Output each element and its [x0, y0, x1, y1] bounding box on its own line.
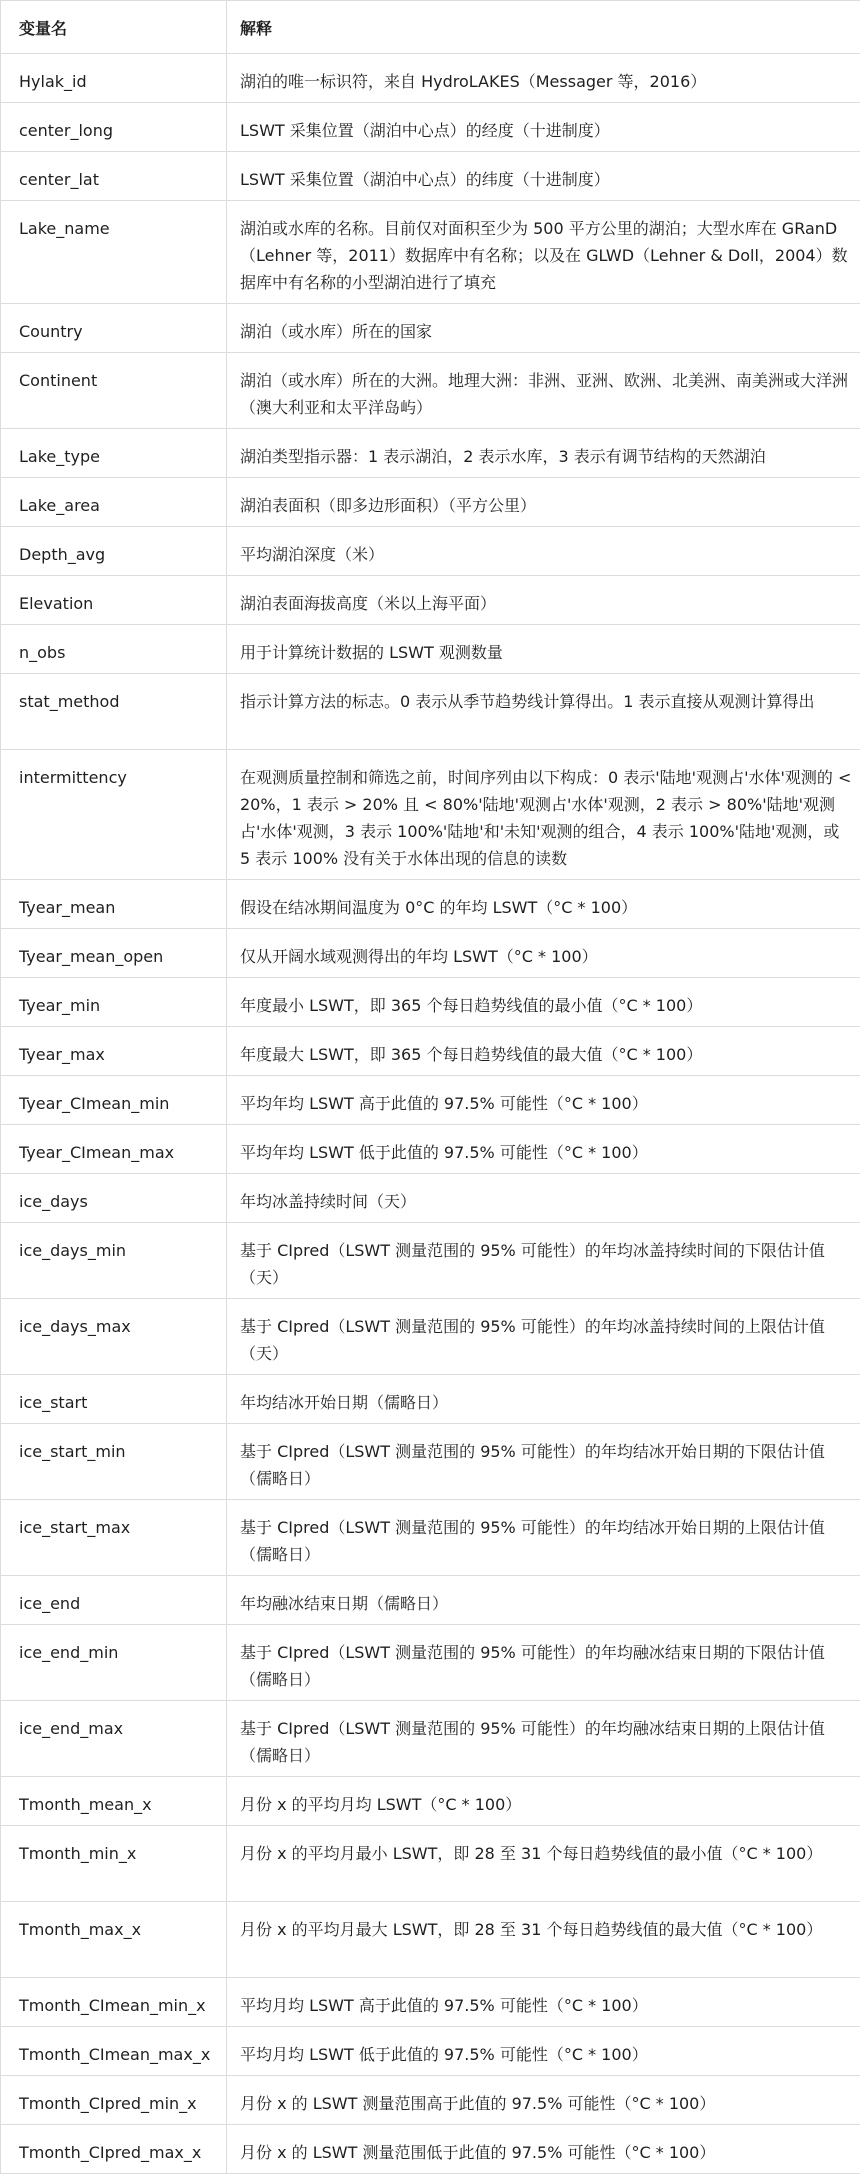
table-row	[1, 1223, 860, 1299]
table-row	[1, 1826, 860, 1902]
table-row	[1, 1076, 860, 1125]
variable-description: 用于计算统计数据的 LSWT 观测数量	[227, 625, 860, 674]
variable-name: Tyear_max	[1, 1027, 227, 1076]
variable-description: 月份 x 的平均月均 LSWT（°C * 100）	[227, 1777, 860, 1826]
variable-description: 基于 CIpred（LSWT 测量范围的 95% 可能性）的年均融冰结束日期的下限估计值（儒略日）	[227, 1625, 860, 1701]
variable-description: 在观测质量控制和筛选之前，时间序列由以下构成：0 表示'陆地'观测占'水体'观测的 < 20%，1 表示 > 20% 且 < 80%'陆地'观测占'水体'观测，2 表示 > 80%'陆地'观测占'水体'观测，3 表示 100%'陆地'和'未知'观测的组合，4 表示 100%'陆地'观测，或 5 表示 100% 没有关于水体出现的信息的读数	[227, 750, 860, 880]
table-row	[1, 674, 860, 750]
variable-name: ice_end	[1, 1576, 227, 1625]
table-row	[1, 978, 860, 1027]
variable-description: 仅从开阔水域观测得出的年均 LSWT（°C * 100）	[227, 929, 860, 978]
variable-name: Tyear_mean_open	[1, 929, 227, 978]
variable-name: ice_end_max	[1, 1701, 227, 1777]
variable-description: 基于 CIpred（LSWT 测量范围的 95% 可能性）的年均冰盖持续时间的下限估计值（天）	[227, 1223, 860, 1299]
variable-name: center_long	[1, 103, 227, 152]
variable-name: ice_days	[1, 1174, 227, 1223]
variable-description: 假设在结冰期间温度为 0°C 的年均 LSWT（°C * 100）	[227, 880, 860, 929]
variable-name: Elevation	[1, 576, 227, 625]
variable-name: Tmonth_CIpred_min_x	[1, 2076, 227, 2125]
variable-name: Depth_avg	[1, 527, 227, 576]
variable-description: 平均月均 LSWT 低于此值的 97.5% 可能性（°C * 100）	[227, 2027, 860, 2076]
variable-name: ice_days_max	[1, 1299, 227, 1375]
variable-description: LSWT 采集位置（湖泊中心点）的纬度（十进制度）	[227, 152, 860, 201]
variable-description: 平均年均 LSWT 低于此值的 97.5% 可能性（°C * 100）	[227, 1125, 860, 1174]
variable-name: intermittency	[1, 750, 227, 880]
table-row	[1, 1027, 860, 1076]
table-row	[1, 527, 860, 576]
table-row	[1, 625, 860, 674]
variable-name: Tyear_CImean_max	[1, 1125, 227, 1174]
table-row	[1, 2076, 860, 2125]
variable-name: Tyear_CImean_min	[1, 1076, 227, 1125]
header-description: 解释	[227, 1, 860, 54]
variable-name: Lake_name	[1, 201, 227, 304]
table-header-row	[1, 1, 860, 54]
variable-description: 平均月均 LSWT 高于此值的 97.5% 可能性（°C * 100）	[227, 1978, 860, 2027]
table-row	[1, 1777, 860, 1826]
table-row	[1, 2125, 860, 2174]
variable-name: Tmonth_CIpred_max_x	[1, 2125, 227, 2174]
table-row	[1, 750, 860, 880]
variable-name: ice_days_min	[1, 1223, 227, 1299]
table-row	[1, 103, 860, 152]
table-row	[1, 478, 860, 527]
variable-name: ice_start_max	[1, 1500, 227, 1576]
table-row	[1, 1299, 860, 1375]
variable-description: 湖泊（或水库）所在的国家	[227, 304, 860, 353]
variable-name: Hylak_id	[1, 54, 227, 103]
variable-description: 湖泊类型指示器：1 表示湖泊，2 表示水库，3 表示有调节结构的天然湖泊	[227, 429, 860, 478]
variable-name: Lake_area	[1, 478, 227, 527]
variable-name: Tmonth_max_x	[1, 1902, 227, 1978]
variable-description: LSWT 采集位置（湖泊中心点）的经度（十进制度）	[227, 103, 860, 152]
table-row	[1, 1125, 860, 1174]
variable-description: 年度最小 LSWT，即 365 个每日趋势线值的最小值（°C * 100）	[227, 978, 860, 1027]
table-row	[1, 1375, 860, 1424]
variable-description: 平均湖泊深度（米）	[227, 527, 860, 576]
variable-name: Tmonth_min_x	[1, 1826, 227, 1902]
table-row	[1, 1576, 860, 1625]
table-row	[1, 1701, 860, 1777]
variable-description: 基于 CIpred（LSWT 测量范围的 95% 可能性）的年均结冰开始日期的上限估计值（儒略日）	[227, 1500, 860, 1576]
table-row	[1, 929, 860, 978]
variable-description: 湖泊的唯一标识符，来自 HydroLAKES（Messager 等，2016）	[227, 54, 860, 103]
variable-description: 月份 x 的 LSWT 测量范围低于此值的 97.5% 可能性（°C * 100）	[227, 2125, 860, 2174]
table-row	[1, 1424, 860, 1500]
table-row	[1, 304, 860, 353]
variable-name: Country	[1, 304, 227, 353]
table-row	[1, 201, 860, 304]
variable-name: Continent	[1, 353, 227, 429]
table-row	[1, 54, 860, 103]
variable-name: Tyear_min	[1, 978, 227, 1027]
header-variable: 变量名	[1, 1, 227, 54]
variable-name: ice_start_min	[1, 1424, 227, 1500]
variable-name: center_lat	[1, 152, 227, 201]
variable-description: 指示计算方法的标志。0 表示从季节趋势线计算得出。1 表示直接从观测计算得出	[227, 674, 860, 750]
variable-description: 年度最大 LSWT，即 365 个每日趋势线值的最大值（°C * 100）	[227, 1027, 860, 1076]
variable-name: Tmonth_CImean_min_x	[1, 1978, 227, 2027]
table-row	[1, 1902, 860, 1978]
table-row	[1, 1978, 860, 2027]
variable-description: 基于 CIpred（LSWT 测量范围的 95% 可能性）的年均冰盖持续时间的上限估计值（天）	[227, 1299, 860, 1375]
variable-description: 湖泊或水库的名称。目前仅对面积至少为 500 平方公里的湖泊；大型水库在 GRanD（Lehner 等，2011）数据库中有名称；以及在 GLWD（Lehner & Doll，2004）数据库中有名称的小型湖泊进行了填充	[227, 201, 860, 304]
variable-description: 年均融冰结束日期（儒略日）	[227, 1576, 860, 1625]
variable-description: 月份 x 的 LSWT 测量范围高于此值的 97.5% 可能性（°C * 100）	[227, 2076, 860, 2125]
variable-name: Tmonth_mean_x	[1, 1777, 227, 1826]
variable-name: ice_end_min	[1, 1625, 227, 1701]
variable-name: Tmonth_CImean_max_x	[1, 2027, 227, 2076]
table-row	[1, 2027, 860, 2076]
variable-name: stat_method	[1, 674, 227, 750]
variable-name: Lake_type	[1, 429, 227, 478]
table-row	[1, 1625, 860, 1701]
variable-description: 湖泊（或水库）所在的大洲。地理大洲：非洲、亚洲、欧洲、北美洲、南美洲或大洋洲（澳大利亚和太平洋岛屿）	[227, 353, 860, 429]
variable-description: 基于 CIpred（LSWT 测量范围的 95% 可能性）的年均结冰开始日期的下限估计值（儒略日）	[227, 1424, 860, 1500]
variable-description: 年均冰盖持续时间（天）	[227, 1174, 860, 1223]
variable-description: 月份 x 的平均月最大 LSWT，即 28 至 31 个每日趋势线值的最大值（°C * 100）	[227, 1902, 860, 1978]
variable-description: 年均结冰开始日期（儒略日）	[227, 1375, 860, 1424]
table-row	[1, 880, 860, 929]
variable-description: 基于 CIpred（LSWT 测量范围的 95% 可能性）的年均融冰结束日期的上限估计值（儒略日）	[227, 1701, 860, 1777]
table-row	[1, 1174, 860, 1223]
variable-description: 湖泊表面积（即多边形面积）（平方公里）	[227, 478, 860, 527]
table-row	[1, 1500, 860, 1576]
variable-description: 湖泊表面海拔高度（米以上海平面）	[227, 576, 860, 625]
table-row	[1, 429, 860, 478]
variable-name: Tyear_mean	[1, 880, 227, 929]
variable-description: 平均年均 LSWT 高于此值的 97.5% 可能性（°C * 100）	[227, 1076, 860, 1125]
table-row	[1, 353, 860, 429]
variable-name: n_obs	[1, 625, 227, 674]
variable-name: ice_start	[1, 1375, 227, 1424]
variable-description: 月份 x 的平均月最小 LSWT，即 28 至 31 个每日趋势线值的最小值（°C * 100）	[227, 1826, 860, 1902]
table-row	[1, 576, 860, 625]
table-row	[1, 152, 860, 201]
